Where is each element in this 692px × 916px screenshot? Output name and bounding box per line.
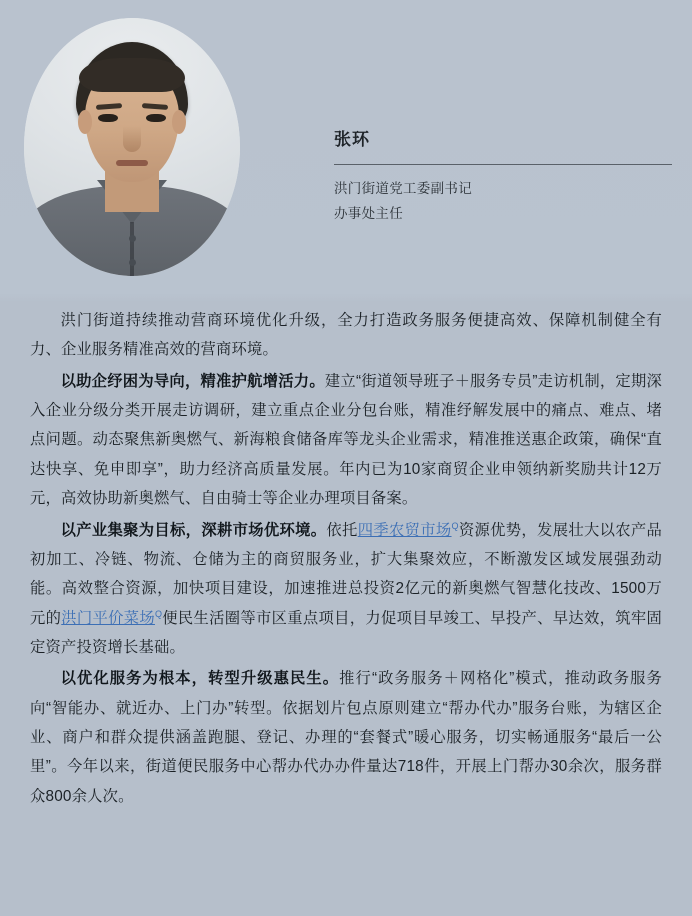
paragraph-text: 便民生活圈等市区重点项目，力促项目早竣工、早投产、早达效，筑牢固定资产投资增长基础。 [30, 609, 662, 656]
portrait-fringe [79, 58, 185, 92]
inline-entity-link[interactable]: 四季农贸市场 [357, 521, 452, 539]
search-icon[interactable]: Q [154, 608, 163, 619]
name-block [334, 18, 672, 227]
portrait-ear-left [78, 110, 92, 134]
article-body [0, 300, 692, 833]
portrait-mouth [116, 160, 148, 166]
search-icon[interactable]: Q [451, 520, 459, 531]
paragraph-lead: 以产业集聚为目标，深耕市场优环境。 [60, 521, 327, 539]
name-divider [334, 164, 672, 165]
paragraph-text: 资源优势，发展壮大以农产品初加工、冷链、物流、仓储为主的商贸服务业，扩大集聚效应，不断激发区域发展强劲动能。高效整合资源，加快项目建设，加速推进总投资2亿元的新奥燃气智慧化技改、1500万元的 [30, 521, 663, 627]
paragraph-text: 依托 [326, 521, 358, 539]
portrait-button-lower [129, 259, 136, 266]
person-name: 张环 [334, 130, 370, 149]
article-paragraph [30, 664, 662, 811]
profile-header [0, 0, 692, 300]
person-title-line-1: 洪门街道党工委副书记 [334, 180, 472, 196]
paragraph-lead: 以助企纾困为导向，精准护航增活力。 [60, 372, 325, 390]
portrait-placket [130, 222, 134, 276]
person-title-line-2: 办事处主任 [334, 205, 403, 221]
portrait-button-upper [129, 235, 136, 242]
paragraph-text: 洪门街道持续推动营商环境优化升级，全力打造政务服务便捷高效、保障机制健全有力、企业服务精准高效的营商环境。 [30, 312, 662, 359]
paragraph-lead: 以优化服务为根本，转型升级惠民生。 [60, 670, 340, 688]
portrait-photo [24, 18, 240, 276]
portrait-ear-right [172, 110, 186, 134]
article-paragraph [30, 516, 662, 663]
paragraph-text: 推行“政务服务＋网格化”模式，推动政务服务向“智能办、就近办、上门办”转型。依据划片包点原则建立“帮办代办”服务台账，为辖区企业、商户和群众提供涵盖跑腿、登记、办理的“套餐式”暖心服务，切实畅通服务“最后一公里”。今年以来，街道便民服务中心帮办代办办件量达718件，开展上门帮办30余次，服务群众800余人次。 [30, 670, 662, 805]
inline-entity-link[interactable]: 洪门平价菜场 [61, 609, 155, 627]
paragraph-text: 建立“街道领导班子＋服务专员”走访机制，定期深入企业分级分类开展走访调研，建立重点企业分包台账，精准纾解发展中的痛点、难点、堵点问题。动态聚焦新奥燃气、新海粮食储备库等龙头企业需求，精准推送惠企政策，确保“直达快享、免申即享”，助力经济高质量发展。年内已为10家商贸企业申领纳新奖励共计12万元，高效协助新奥燃气、自由骑士等企业办理项目备案。 [30, 372, 662, 508]
portrait-eye-right [146, 114, 166, 122]
article-paragraph [30, 306, 662, 365]
portrait-nose [123, 126, 141, 152]
article-paragraph [30, 367, 662, 514]
portrait-frame [22, 18, 242, 280]
portrait-eye-left [98, 114, 118, 122]
